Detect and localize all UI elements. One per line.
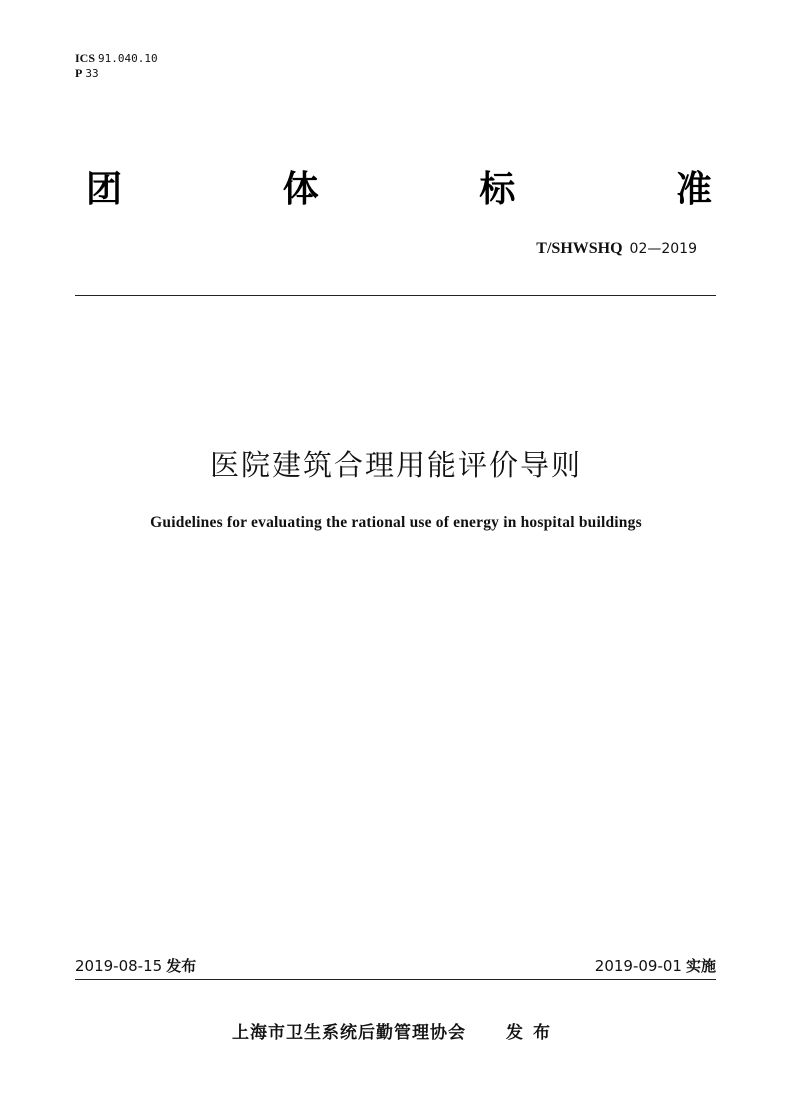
- ics-line: [75, 51, 158, 66]
- issue-date-group: [75, 955, 196, 976]
- document-title-chinese: 医院建筑合理用能评价导则: [209, 448, 582, 482]
- classification-block: [75, 51, 158, 81]
- bottom-divider: [75, 979, 716, 980]
- implement-date: 2019-09-01: [594, 957, 682, 975]
- ics-code: 91.040.10: [98, 52, 158, 65]
- standard-type-char-4: 准: [675, 168, 712, 210]
- standard-code-number: 02—2019: [629, 241, 697, 257]
- document-title-english: Guidelines for evaluating the rational use of energy in hospital buildings: [150, 514, 642, 531]
- top-divider: [75, 295, 716, 296]
- implement-label: 实施: [685, 957, 716, 975]
- publisher-row: [0, 1018, 792, 1043]
- issue-date: 2019-08-15: [75, 957, 163, 975]
- date-row: [75, 955, 716, 976]
- ccs-label: P: [75, 66, 83, 80]
- issue-label: 发布: [166, 957, 197, 975]
- ccs-line: [75, 66, 158, 81]
- standard-type-char-1: 团: [86, 168, 123, 210]
- standard-code-prefix: T/SHWSHQ: [536, 240, 623, 257]
- ccs-code: 33: [85, 67, 99, 80]
- standard-type-heading: [86, 160, 712, 212]
- publisher-label: 发布: [506, 1023, 560, 1043]
- ics-label: ICS: [75, 51, 96, 65]
- standard-code: [536, 240, 697, 258]
- standard-type-char-2: 体: [282, 168, 319, 210]
- publisher-name: 上海市卫生系统后勤管理协会: [232, 1023, 466, 1043]
- standard-type-char-3: 标: [479, 168, 516, 210]
- implement-date-group: [595, 955, 716, 976]
